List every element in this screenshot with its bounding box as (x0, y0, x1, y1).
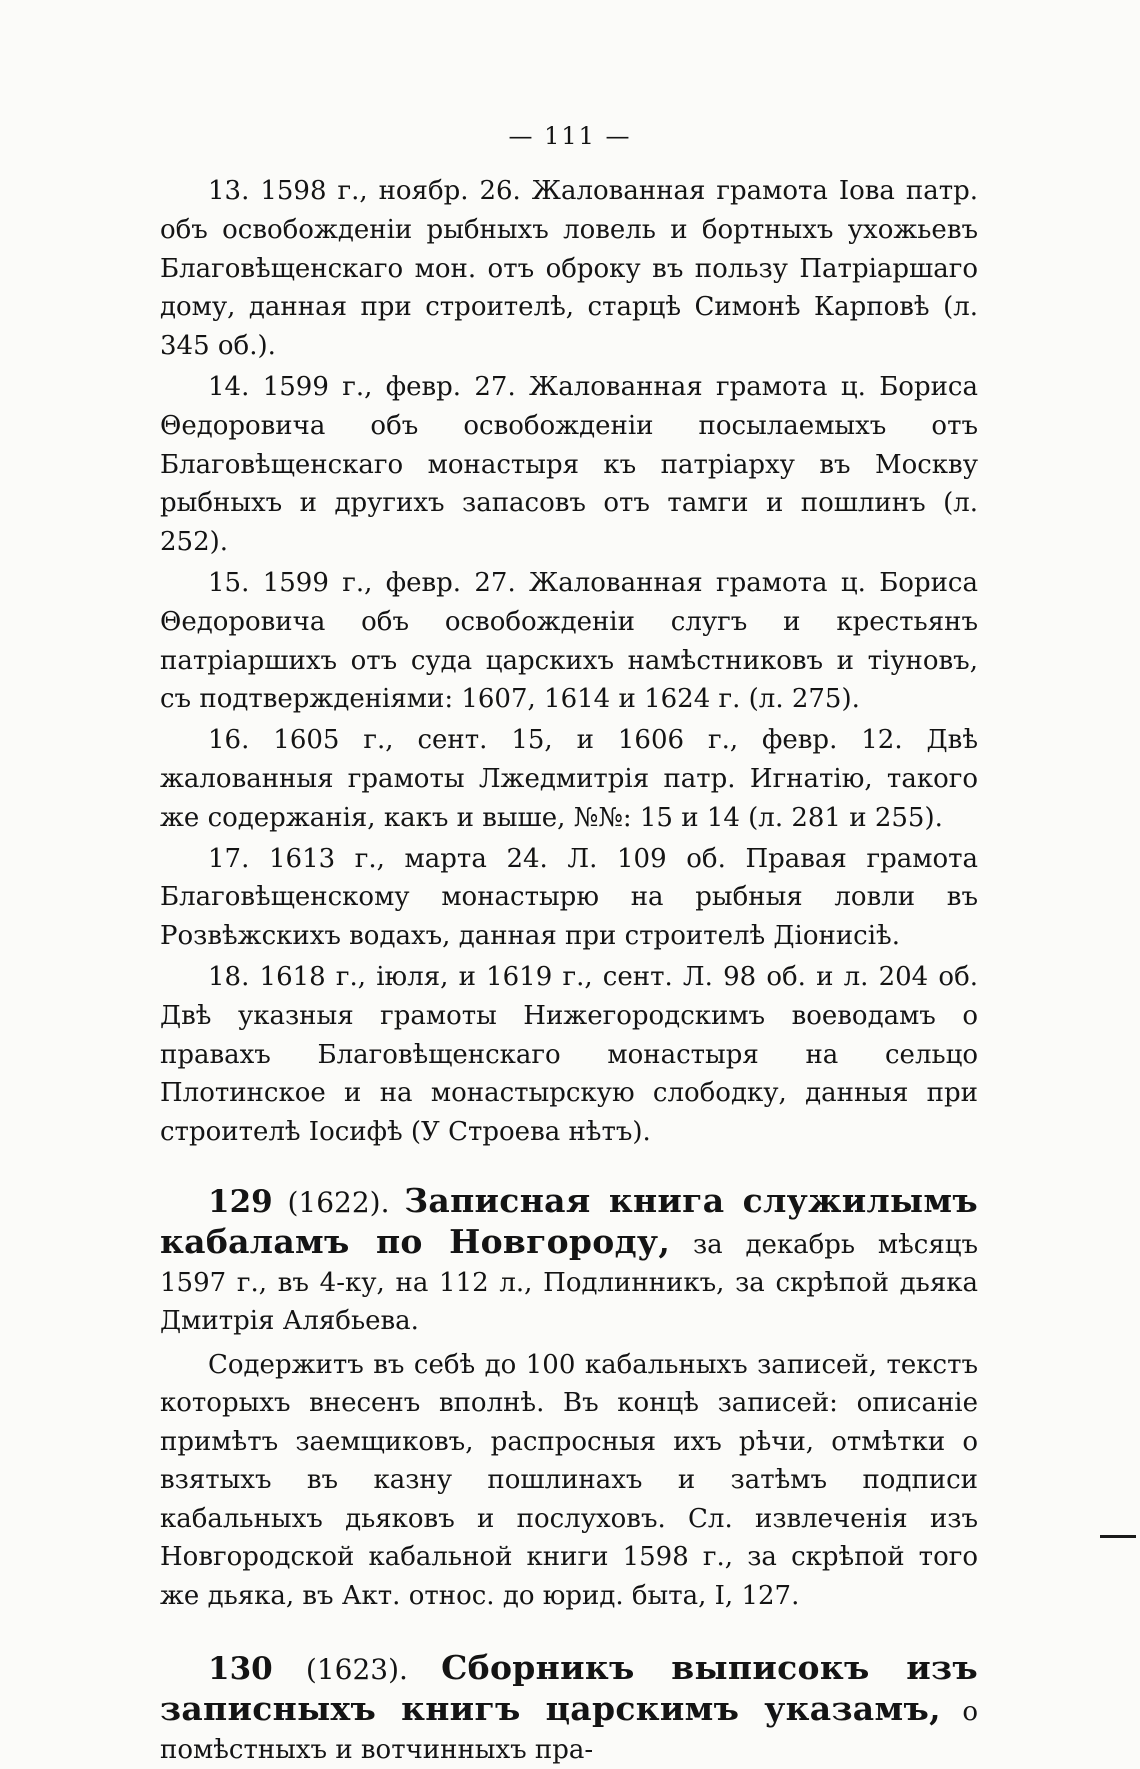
entry-16: 16. 1605 г., сент. 15, и 1606 г., февр. 12. Двѣ жалованныя грамоты Лжедмитрія патр. Игнатію, такого же содержанія, какъ и выше, №№: 15 и 14 (л. 281 и 255). (160, 725, 978, 833)
section-130-year: (1623). (305, 1653, 408, 1687)
page-content (160, 172, 978, 1769)
section-130 (160, 1649, 978, 1769)
entry-17: 17. 1613 г., марта 24. Л. 109 об. Правая грамота Благовѣщенскому монастырю на рыбныя ловли въ Розвѣжскихъ водахъ, данная при строителѣ Діонисіѣ. (160, 843, 978, 952)
section-129-number: 129 (208, 1183, 273, 1220)
section-130-number: 130 (208, 1651, 273, 1688)
entry-14: 14. 1599 г., февр. 27. Жалованная грамота ц. Бориса Θедоровича объ освобожденіи посылаемыхъ отъ Благовѣщенскаго монастыря къ патріарху въ Москву рыбныхъ и другихъ запасовъ отъ тамги и пошлинъ (л. 252). (160, 371, 978, 558)
section-129-heading (160, 1182, 978, 1340)
section-130-details: о помѣстныхъ и вотчинныхъ пра- (160, 1697, 979, 1766)
section-129 (160, 1182, 978, 1616)
section-129-title: Записная книга служилымъ кабаламъ по Новгороду, (160, 1180, 978, 1261)
section-129-details: за декабрь мѣсяцъ 1597 г., въ 4-ку, на 112 л., Подлинникъ, за скрѣпой дьяка Дмитрія Алябьева. (160, 1229, 979, 1336)
margin-dash (1100, 1535, 1136, 1538)
section-130-title: Сборникъ выписокъ изъ записныхъ книгъ царскимъ указамъ, (160, 1648, 979, 1729)
section-129-body: Содержитъ въ себѣ до 100 кабальныхъ записей, текстъ которыхъ внесенъ вполнѣ. Въ концѣ записей: описаніе примѣтъ заемщиковъ, распросныя ихъ рѣчи, отмѣтки о взятыхъ въ казну пошлинахъ и затѣмъ подписи кабальныхъ дьяковъ и послуховъ. Сл. извлеченія изъ Новгородской кабальной книги 1598 г., за скрѣпой того же дьяка, въ Акт. относ. до юрид. быта, I, 127. (160, 1349, 978, 1611)
section-130-heading (160, 1649, 978, 1769)
entry-18: 18. 1618 г., іюля, и 1619 г., сент. Л. 98 об. и л. 204 об. Двѣ указныя грамоты Нижегородскимъ воеводамъ о правахъ Благовѣщенскаго монастыря на сельцо Плотинское и на монастырскую слободку, данныя при строителѣ Іосифѣ (У Строева нѣтъ). (160, 961, 978, 1148)
section-129-year: (1622). (287, 1185, 390, 1219)
page-number: — 111 — (508, 122, 632, 150)
entry-15: 15. 1599 г., февр. 27. Жалованная грамота ц. Бориса Θедоровича объ освобожденіи слугъ и крестьянъ патріаршихъ отъ суда царскихъ намѣстниковъ и тіуновъ, съ подтвержденіями: 1607, 1614 и 1624 г. (л. 275). (160, 567, 978, 715)
entry-13: 13. 1598 г., ноябр. 26. Жалованная грамота Іова патр. объ освобожденіи рыбныхъ ловель и бортныхъ ухожьевъ Благовѣщенскаго мон. отъ оброку въ пользу Патріаршаго дому, данная при строителѣ, старцѣ Симонѣ Карповѣ (л. 345 об.). (160, 176, 978, 362)
